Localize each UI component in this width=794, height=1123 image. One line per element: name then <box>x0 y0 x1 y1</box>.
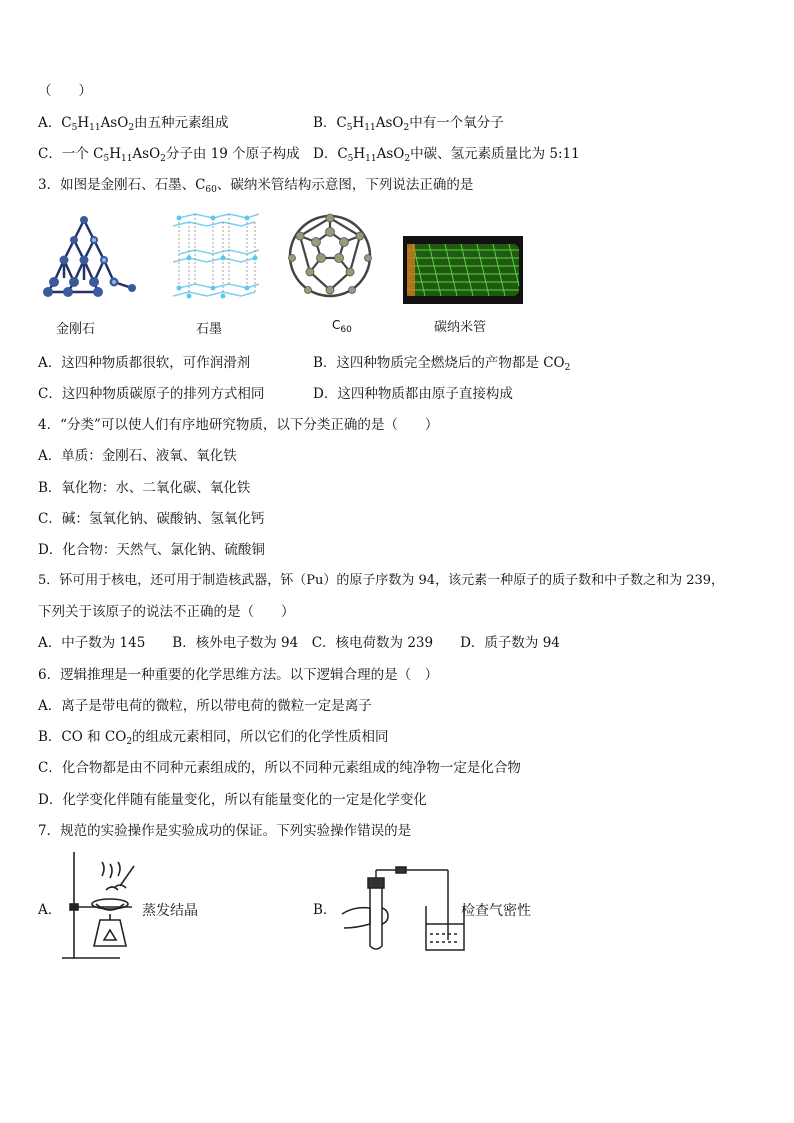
q4-option-c: C．碱：氢氧化钠、碳酸钠、氢氧化钙 <box>38 511 265 527</box>
q2-option-d: D．$C_5H_{11}AsO_2$中碳、氢元素质量比为 5:11 <box>313 146 580 164</box>
q3-option-a: A．这四种物质都很软，可作润滑剂 <box>38 355 251 371</box>
graphite-structure-image <box>165 210 265 302</box>
c60-structure-image <box>280 208 380 304</box>
q7-option-a-caption: 蒸发结晶 <box>142 903 198 919</box>
q6-option-d: D．化学变化伴随有能量变化，所以有能量变化的一定是化学变化 <box>38 792 427 808</box>
diamond-caption: 金刚石 <box>56 322 96 337</box>
q2-option-c: C．一个 $C_5H_{11}AsO_2$分子由 19 个原子构成 <box>38 146 300 164</box>
diamond-structure-image <box>38 210 138 302</box>
q6-stem: 6．逻辑推理是一种重要的化学思维方法。以下逻辑合理的是（ ） <box>38 667 439 683</box>
q3-option-c: C．这四种物质碳原子的排列方式相同 <box>38 386 265 402</box>
q2-paren: （ ） <box>38 83 92 99</box>
q4-option-d: D．化合物：天然气、氯化钠、硫酸铜 <box>38 542 265 558</box>
q3-option-b: B．这四种物质完全燃烧后的产物都是 $CO_2$ <box>313 355 571 373</box>
q4-option-a: A．单质：金刚石、液氧、氧化铁 <box>38 448 237 464</box>
q7-option-a-label: A． <box>38 902 62 918</box>
q7-stem: 7．规范的实验操作是实验成功的保证。下列实验操作错误的是 <box>38 823 412 839</box>
q3-stem: 3．如图是金刚石、石墨、$C_{60}$、碳纳米管结构示意图，下列说法正确的是 <box>38 177 474 195</box>
q3-option-d: D．这四种物质都由原子直接构成 <box>313 386 513 402</box>
q2-option-b: B．$C_5H_{11}AsO_2$中有一个氧分子 <box>313 115 504 133</box>
q5-stem-line1: 5．钚可用于核电，还可用于制造核武器，钚（Pu）的原子序数为 94，该元素一种原子的质子数和中子数之和为 239， <box>38 573 725 588</box>
airtightness-check-image <box>340 858 470 954</box>
q6-option-c: C．化合物都是由不同种元素组成的，所以不同种元素组成的纯净物一定是化合物 <box>38 760 521 776</box>
nanotube-caption: 碳纳米管 <box>434 320 487 335</box>
graphite-caption: 石墨 <box>196 322 223 337</box>
evaporation-apparatus-image <box>60 850 140 962</box>
c60-caption: $C_{60}$ <box>332 318 352 335</box>
q6-option-b: B．CO 和 $CO_2$的组成元素相同，所以它们的化学性质相同 <box>38 729 389 747</box>
q6-option-a: A．离子是带电荷的微粒，所以带电荷的微粒一定是离子 <box>38 698 372 714</box>
q4-stem: 4．“分类”可以使人们有序地研究物质，以下分类正确的是（ ） <box>38 417 439 433</box>
q4-option-b: B．氧化物：水、二氧化碳、氧化铁 <box>38 480 251 496</box>
q7-option-b-label: B． <box>313 902 337 918</box>
q5-options: A．中子数为 145 B．核外电子数为 94 C．核电荷数为 239 D．质子数为 94 <box>38 635 560 651</box>
q2-option-a: A．$C_5H_{11}AsO_2$由五种元素组成 <box>38 115 229 133</box>
q5-stem-line2: 下列关于该原子的说法不正确的是（ ） <box>38 604 295 620</box>
q7-option-b-caption: 检查气密性 <box>461 903 531 919</box>
carbon-nanotube-image <box>403 236 523 304</box>
